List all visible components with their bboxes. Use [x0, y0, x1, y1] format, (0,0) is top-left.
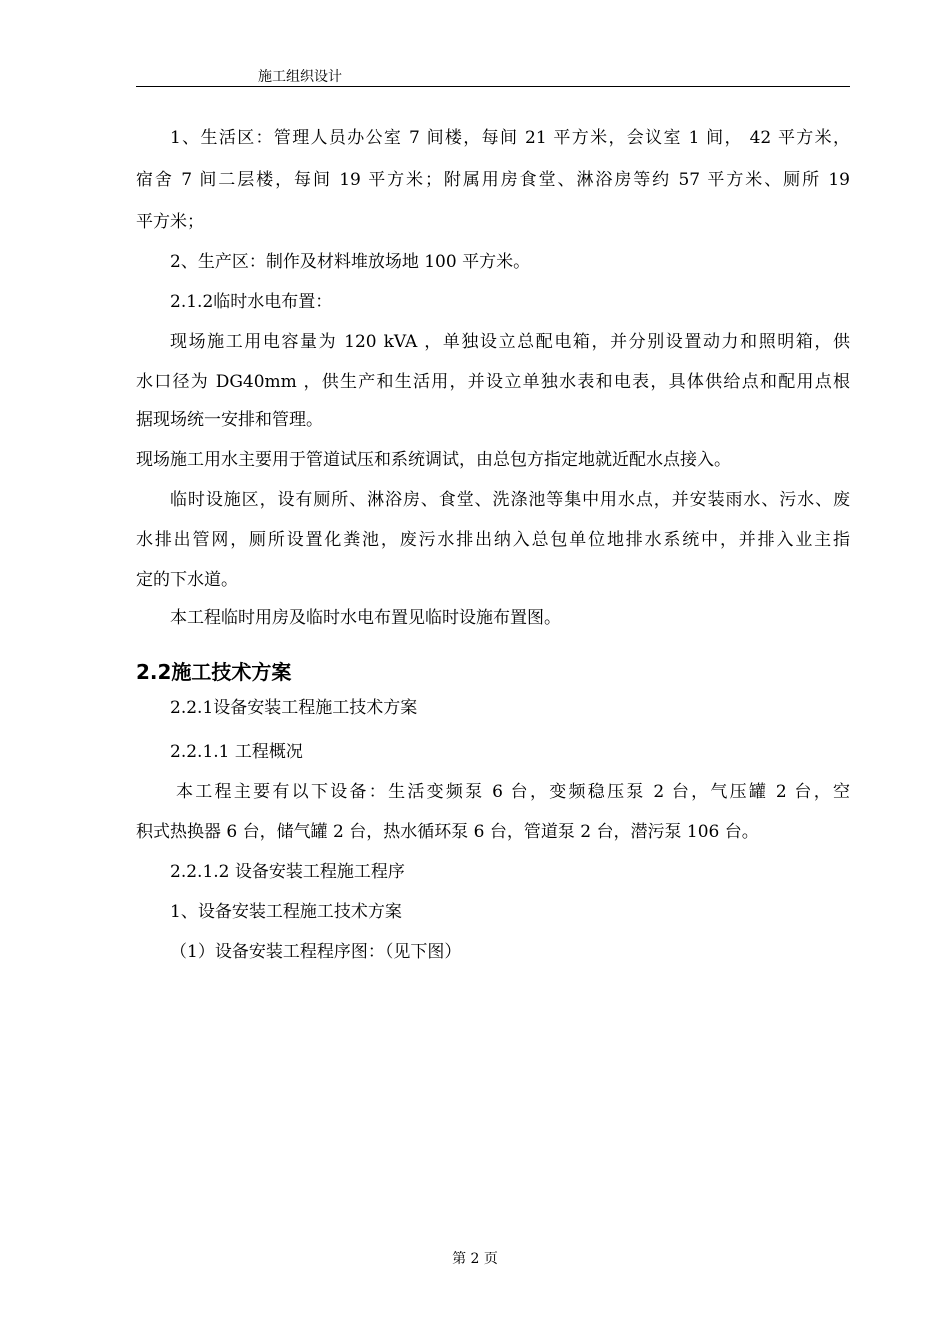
page-number: 第 2 页: [452, 1251, 498, 1267]
paragraph-line: 平方米；: [136, 212, 204, 232]
paragraph-line: 水口径为 DG40mm ，供生产和生活用，并设立单独水表和电表，具体供给点和配用点根: [136, 372, 850, 392]
paragraph-line: 现场施工用水主要用于管道试压和系统调试，由总包方指定地就近配水点接入。: [136, 450, 731, 470]
subsection-heading: 2.1.2临时水电布置：: [170, 292, 333, 312]
paragraph-line: 据现场统一安排和管理。: [136, 410, 323, 430]
paragraph-line: 1、设备安装工程施工技术方案: [170, 902, 402, 922]
paragraph-line: 水排出管网，厕所设置化粪池，废污水排出纳入总包单位地排水系统中，并排入业主指: [136, 530, 850, 550]
subsection-heading: 2.2.1设备安装工程施工技术方案: [170, 698, 418, 718]
paragraph-line: 1、生活区：管理人员办公室 7 间楼，每间 21 平方米，会议室 1 间， 42 平方米，: [170, 128, 850, 148]
paragraph-line: 2、生产区：制作及材料堆放场地 100 平方米。: [170, 252, 531, 272]
paragraph-line: （1）设备安装工程程序图：（见下图）: [170, 942, 462, 962]
subsection-heading: 2.2.1.1 工程概况: [170, 742, 303, 762]
running-header: 施工组织设计: [258, 69, 342, 85]
subsection-heading: 2.2.1.2 设备安装工程施工程序: [170, 862, 405, 882]
paragraph-line: 现场施工用电容量为 120 kVA ，单独设立总配电箱，并分别设置动力和照明箱，供: [170, 332, 850, 352]
paragraph-line: 积式热换器 6 台，储气罐 2 台，热水循环泵 6 台，管道泵 2 台，潜污泵 106 台。: [136, 822, 759, 842]
paragraph-line: 本工程临时用房及临时水电布置见临时设施布置图。: [170, 608, 561, 628]
section-title: 2.2施工技术方案: [136, 660, 292, 684]
header-rule: [136, 86, 850, 87]
paragraph-line: 宿舍 7 间二层楼，每间 19 平方米；附属用房食堂、淋浴房等约 57 平方米、厕所 19: [136, 170, 850, 190]
paragraph-line: 临时设施区，设有厕所、淋浴房、食堂、洗涤池等集中用水点，并安装雨水、污水、废: [170, 490, 850, 510]
paragraph-line: 定的下水道。: [136, 570, 238, 590]
paragraph-line: 本工程主要有以下设备：生活变频泵 6 台，变频稳压泵 2 台，气压罐 2 台，空: [176, 782, 850, 802]
